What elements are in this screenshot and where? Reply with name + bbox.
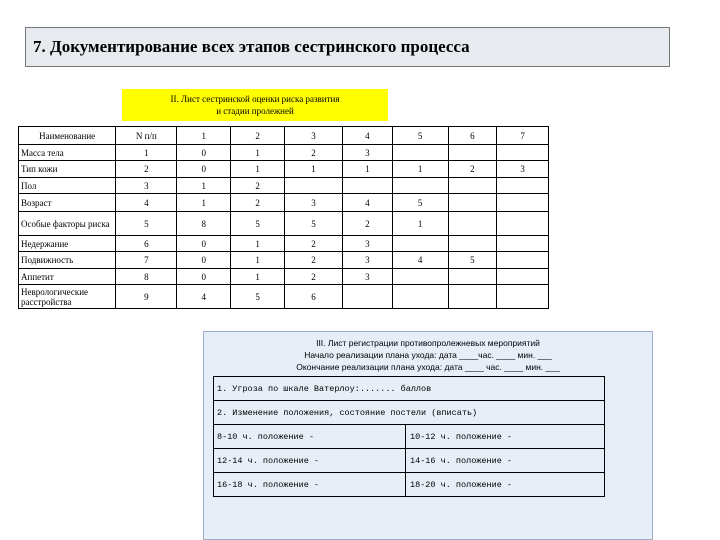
table-cell: 2	[448, 161, 497, 178]
table-cell: 3	[342, 236, 392, 252]
table-cell: 5	[231, 212, 285, 236]
table-cell	[448, 145, 497, 161]
table-cell: 4	[342, 194, 392, 212]
row-label: Пол	[19, 178, 116, 194]
table-row	[19, 285, 549, 309]
time-slot-right: 18-20 ч. положение -	[410, 480, 513, 490]
time-slot-row	[213, 472, 605, 496]
table-cell: 1	[116, 145, 177, 161]
table-row	[19, 252, 549, 269]
table-cell	[448, 236, 497, 252]
column-header: 2	[231, 127, 285, 145]
column-header: 3	[285, 127, 343, 145]
registration-start-line: Начало реализации плана ухода: дата ____час. ____ мин. ___	[304, 350, 552, 360]
table-cell: 9	[116, 285, 177, 309]
table-cell: 1	[177, 178, 231, 194]
table-cell: 8	[116, 269, 177, 285]
table-cell: 5	[392, 194, 448, 212]
table-cell: 5	[285, 212, 343, 236]
table-cell: 0	[177, 269, 231, 285]
table-cell	[497, 194, 549, 212]
table-cell: 4	[116, 194, 177, 212]
table-cell	[392, 269, 448, 285]
table-cell: 5	[231, 285, 285, 309]
table-cell: 2	[285, 252, 343, 269]
table-cell: 3	[116, 178, 177, 194]
position-change-row	[213, 400, 605, 424]
row-label: Аппетит	[19, 269, 116, 285]
row-label: Тип кожи	[19, 161, 116, 178]
registration-end-line: Окончание реализации плана ухода: дата ____ час. ____ мин. ___	[296, 362, 560, 372]
table-cell: 3	[342, 252, 392, 269]
table-cell: 5	[448, 252, 497, 269]
time-slot-right: 10-12 ч. положение -	[410, 432, 513, 442]
table-cell: 1	[392, 161, 448, 178]
column-header: 1	[177, 127, 231, 145]
table-cell	[497, 269, 549, 285]
table-cell: 1	[231, 236, 285, 252]
position-change-text: 2. Изменение положения, состояние постели (вписать)	[217, 408, 478, 418]
table-cell: 2	[285, 269, 343, 285]
column-header: N п/п	[116, 127, 177, 145]
table-header-row	[19, 127, 549, 145]
table-cell: 0	[177, 236, 231, 252]
table-cell	[342, 285, 392, 309]
table-cell	[448, 212, 497, 236]
table-cell	[448, 194, 497, 212]
risk-assessment-table	[18, 126, 549, 309]
table-cell: 0	[177, 252, 231, 269]
table-cell	[497, 285, 549, 309]
table-row	[19, 236, 549, 252]
table-cell: 2	[285, 236, 343, 252]
table-cell: 4	[392, 252, 448, 269]
slide-title-box	[25, 27, 670, 67]
row-label: Неврологические расстройства	[19, 285, 116, 309]
time-slot-left: 16-18 ч. положение -	[217, 480, 320, 490]
table-cell	[448, 269, 497, 285]
table-cell: 1	[231, 145, 285, 161]
table-row	[19, 212, 549, 236]
column-header: 6	[448, 127, 497, 145]
table-cell: 3	[285, 194, 343, 212]
column-header: 4	[342, 127, 392, 145]
risk-sheet-title-line2: и стадии пролежней	[216, 106, 294, 116]
table-cell: 6	[285, 285, 343, 309]
table-row	[19, 269, 549, 285]
row-label: Недержание	[19, 236, 116, 252]
table-cell: 2	[285, 145, 343, 161]
table-cell	[448, 178, 497, 194]
table-cell	[497, 236, 549, 252]
table-cell	[448, 285, 497, 309]
table-cell	[497, 252, 549, 269]
table-cell: 1	[231, 252, 285, 269]
slide-title: 7. Документирование всех этапов сестринского процесса	[33, 37, 470, 56]
table-cell	[497, 178, 549, 194]
table-row	[19, 194, 549, 212]
table-cell: 8	[177, 212, 231, 236]
risk-sheet-title	[122, 89, 388, 121]
column-header: 7	[497, 127, 549, 145]
table-row	[19, 145, 549, 161]
row-label: Особые факторы риска	[19, 212, 116, 236]
table-cell	[285, 178, 343, 194]
row-label: Подвижность	[19, 252, 116, 269]
time-slot-right: 14-16 ч. положение -	[410, 456, 513, 466]
table-cell: 2	[231, 178, 285, 194]
table-cell: 1	[231, 269, 285, 285]
table-cell: 5	[116, 212, 177, 236]
table-cell	[392, 285, 448, 309]
risk-sheet-title-line1: II. Лист сестринской оценки риска развития	[170, 94, 340, 104]
table-cell	[497, 145, 549, 161]
table-cell: 3	[342, 145, 392, 161]
table-cell: 2	[231, 194, 285, 212]
column-header: Наименование	[19, 127, 116, 145]
column-header: 5	[392, 127, 448, 145]
table-cell	[392, 178, 448, 194]
waterlow-score-text: 1. Угроза по шкале Ватерлоу:....... баллов	[217, 384, 432, 394]
table-cell: 1	[177, 194, 231, 212]
table-cell: 2	[342, 212, 392, 236]
table-cell: 1	[285, 161, 343, 178]
table-cell: 0	[177, 161, 231, 178]
table-cell: 1	[231, 161, 285, 178]
time-slot-row	[213, 448, 605, 472]
table-cell: 7	[116, 252, 177, 269]
table-cell: 1	[392, 212, 448, 236]
waterlow-row	[213, 376, 605, 400]
time-slot-left: 12-14 ч. положение -	[217, 456, 320, 466]
table-cell: 2	[116, 161, 177, 178]
time-slot-row	[213, 424, 605, 448]
table-row	[19, 178, 549, 194]
table-cell	[392, 236, 448, 252]
row-label: Возраст	[19, 194, 116, 212]
table-cell: 4	[177, 285, 231, 309]
row-label: Масса тела	[19, 145, 116, 161]
table-cell	[392, 145, 448, 161]
registration-title: III. Лист регистрации противопролежневых мероприятий	[316, 338, 540, 348]
table-cell: 3	[497, 161, 549, 178]
table-cell: 6	[116, 236, 177, 252]
table-cell	[342, 178, 392, 194]
table-cell: 0	[177, 145, 231, 161]
table-cell: 1	[342, 161, 392, 178]
table-cell: 3	[342, 269, 392, 285]
time-slot-left: 8-10 ч. положение -	[217, 432, 314, 442]
table-cell	[497, 212, 549, 236]
table-row	[19, 161, 549, 178]
